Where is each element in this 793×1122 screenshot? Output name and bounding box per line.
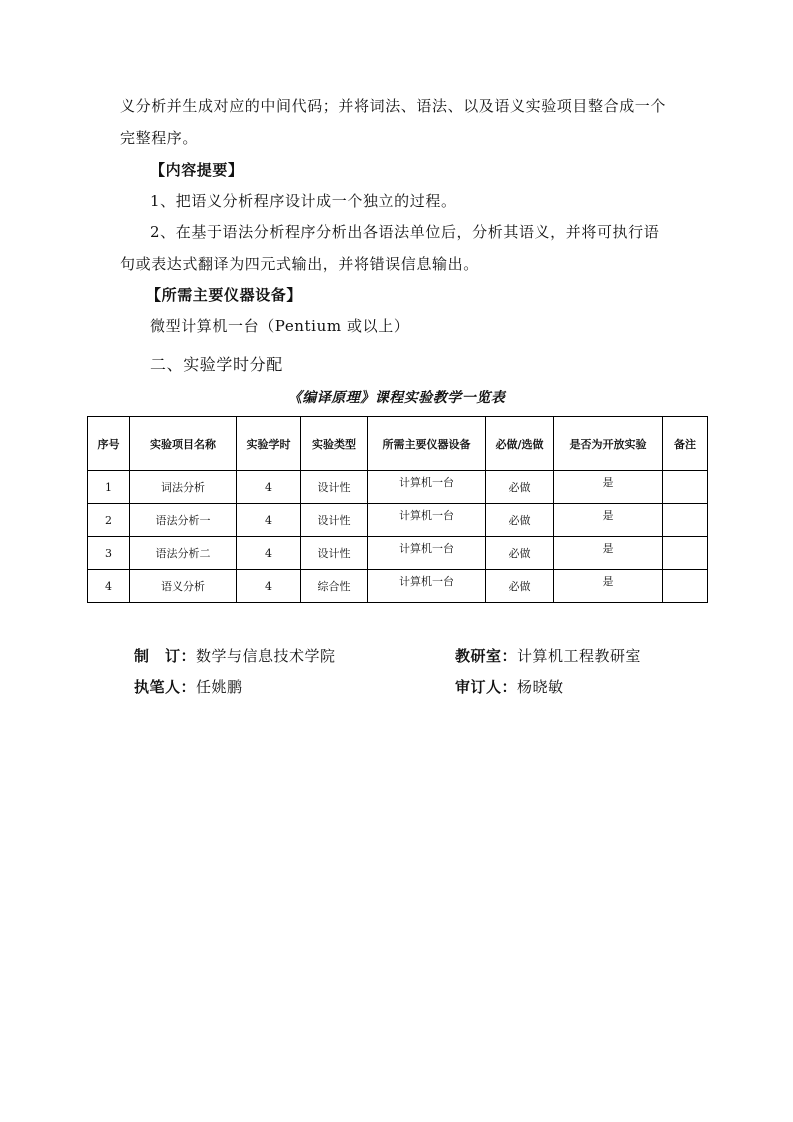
table-cell: 词法分析 — [130, 471, 237, 504]
table-cell: 4 — [88, 570, 130, 603]
table-cell: 必做 — [486, 537, 554, 570]
header-cell: 实验项目名称 — [130, 417, 237, 471]
table-cell — [663, 537, 708, 570]
table-cell: 必做 — [486, 471, 554, 504]
writer-value: 任姚鹏 — [196, 678, 243, 696]
writer — [134, 677, 243, 697]
table-cell: 4 — [237, 570, 301, 603]
paragraph-line: 义分析并生成对应的中间代码；并将词法、语法、以及语义实验项目整合成一个 — [120, 97, 667, 115]
section-heading: 二、实验学时分配 — [150, 355, 283, 374]
reviewer-label: 审订人： — [455, 678, 518, 696]
table-cell: 语法分析二 — [130, 537, 237, 570]
formulated-label: 制 订： — [134, 647, 197, 665]
table-cell: 是 — [554, 537, 663, 570]
table-cell: 是 — [554, 504, 663, 537]
table-row — [88, 504, 708, 537]
table-cell — [663, 570, 708, 603]
table-cell: 计算机一台 — [368, 537, 486, 570]
table-cell: 语法分析一 — [130, 504, 237, 537]
header-cell: 是否为开放实验 — [554, 417, 663, 471]
table-cell: 是 — [554, 471, 663, 504]
lab-schedule-table — [87, 416, 708, 603]
content-item-1: 1、把语义分析程序设计成一个独立的过程。 — [150, 192, 457, 210]
header-cell: 实验类型 — [301, 417, 368, 471]
teaching-office-value: 计算机工程教研室 — [517, 647, 642, 665]
header-cell: 必做/选做 — [486, 417, 554, 471]
reviewer — [455, 677, 564, 697]
table-cell: 设计性 — [301, 504, 368, 537]
formulated-by — [134, 646, 336, 666]
table-row — [88, 570, 708, 603]
content-item-2-line-2: 句或表达式翻译为四元式输出，并将错误信息输出。 — [120, 255, 479, 273]
table-cell: 必做 — [486, 504, 554, 537]
table-cell: 2 — [88, 504, 130, 537]
table-row — [88, 537, 708, 570]
content-summary-heading: 【内容提要】 — [150, 161, 244, 179]
table-cell: 计算机一台 — [368, 504, 486, 537]
equipment-text: 微型计算机一台（Pentium 或以上） — [150, 317, 410, 335]
table-cell — [663, 504, 708, 537]
table-cell: 是 — [554, 570, 663, 603]
table-cell: 1 — [88, 471, 130, 504]
table-title: 《编译原理》课程实验教学一览表 — [287, 390, 506, 406]
teaching-office — [455, 646, 641, 666]
table-header-row — [88, 417, 708, 471]
header-cell: 所需主要仪器设备 — [368, 417, 486, 471]
header-cell: 备注 — [663, 417, 708, 471]
table-cell — [663, 471, 708, 504]
paragraph-line: 完整程序。 — [120, 129, 199, 147]
table-cell: 设计性 — [301, 537, 368, 570]
formulated-value: 数学与信息技术学院 — [196, 647, 336, 665]
table-cell: 4 — [237, 504, 301, 537]
writer-label: 执笔人： — [134, 678, 197, 696]
header-cell: 序号 — [88, 417, 130, 471]
table-cell: 设计性 — [301, 471, 368, 504]
table-cell: 4 — [237, 471, 301, 504]
table-cell: 4 — [237, 537, 301, 570]
table-cell: 必做 — [486, 570, 554, 603]
table-row — [88, 471, 708, 504]
table-cell: 语义分析 — [130, 570, 237, 603]
content-item-2-line-1: 2、在基于语法分析程序分析出各语法单位后，分析其语义，并将可执行语 — [150, 223, 660, 241]
reviewer-value: 杨晓敏 — [517, 678, 564, 696]
header-cell: 实验学时 — [237, 417, 301, 471]
teaching-office-label: 教研室： — [455, 647, 518, 665]
table-cell: 综合性 — [301, 570, 368, 603]
table-cell: 计算机一台 — [368, 471, 486, 504]
table-cell: 3 — [88, 537, 130, 570]
table-cell: 计算机一台 — [368, 570, 486, 603]
equipment-heading: 【所需主要仪器设备】 — [146, 286, 303, 304]
